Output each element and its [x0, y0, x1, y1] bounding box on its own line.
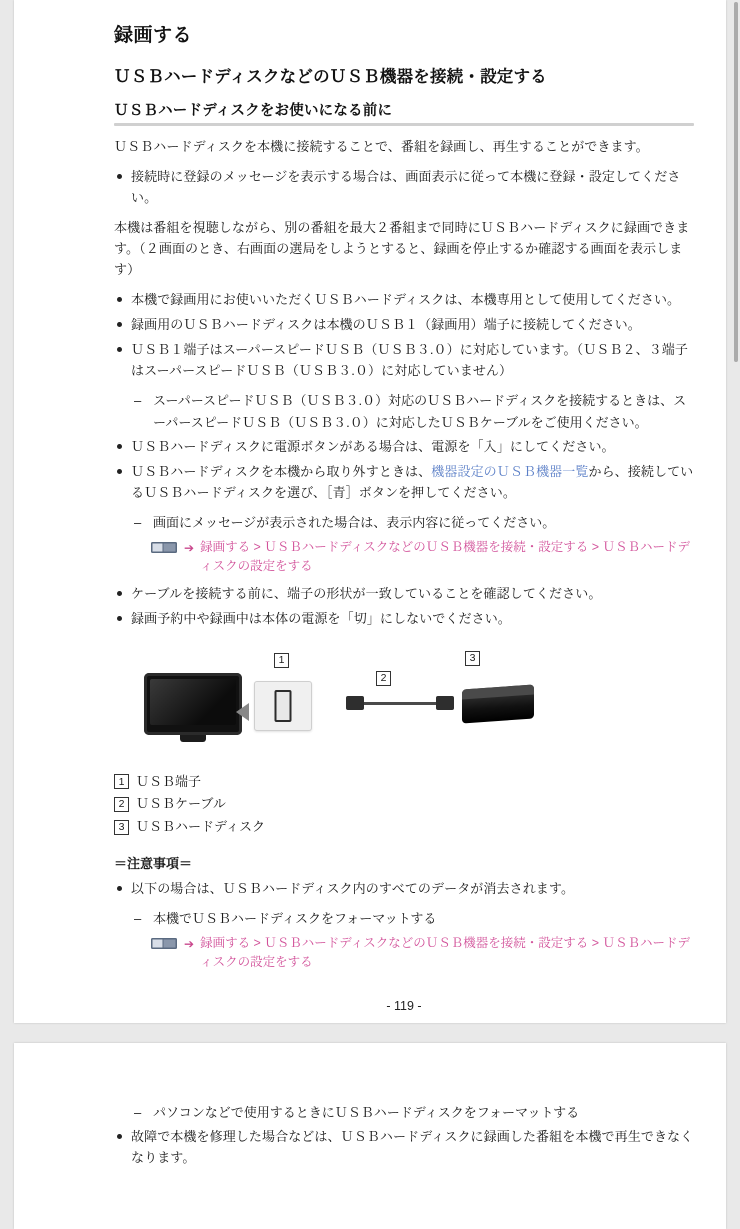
- figure-callout-2: 2: [376, 671, 391, 686]
- list-item: 録画用のＵＳＢハードディスクは本機のＵＳＢ１（録画用）端子に接続してください。: [114, 314, 694, 335]
- list-item: – 本機でＵＳＢハードディスクをフォーマットする: [134, 908, 694, 929]
- list-item: ＵＳＢハードディスクに電源ボタンがある場合は、電源を「入」にしてください。: [114, 436, 694, 457]
- legend-label: ＵＳＢハードディスク: [136, 819, 265, 835]
- page-subtitle: ＵＳＢハードディスクなどのＵＳＢ機器を接続・設定する: [114, 68, 547, 86]
- notes-heading: ＝注意事項＝: [114, 855, 193, 871]
- page-2-content: [14, 1102, 726, 1168]
- document-page-2: [14, 1043, 726, 1229]
- cross-reference-1[interactable]: [150, 538, 694, 577]
- connection-diagram: [114, 651, 694, 761]
- bullet-list-cable: [114, 583, 694, 629]
- arrow-right-icon: ➔: [184, 540, 195, 555]
- bullet-list-registration: [114, 166, 694, 208]
- cable-plug-right: [436, 696, 454, 710]
- list-item: ケーブルを接続する前に、端子の形状が一致していることを確認してください。: [114, 583, 694, 604]
- list-item: 以下の場合は、ＵＳＢハードディスク内のすべてのデータが消去されます。: [114, 878, 694, 899]
- dash-list-format: [114, 908, 694, 929]
- legend-label: ＵＳＢケーブル: [136, 796, 226, 812]
- legend-number: 3: [114, 820, 129, 835]
- dash-list-superspeed: [114, 390, 694, 432]
- intro-paragraph: ＵＳＢハードディスクを本機に接続することで、番組を録画し、再生することができます。: [114, 139, 649, 154]
- cross-reference-label: 録画する > ＵＳＢハードディスクなどのＵＳＢ機器を接続・設定する > ＵＳＢハードディスクの設定をする: [200, 539, 691, 574]
- tv-screen: [150, 679, 236, 725]
- legend-item: [114, 771, 694, 794]
- figure-legend: [114, 771, 694, 839]
- hard-disk-illustration: [462, 684, 534, 723]
- list-item: ＵＳＢ１端子はスーパースピードＵＳＢ（ＵＳＢ３.０）に対応しています。（ＵＳＢ２、３端子はスーパースピードＵＳＢ（ＵＳＢ３.０）に対応していません）: [114, 339, 694, 381]
- bullet-list-page2: [114, 1126, 694, 1168]
- list-item-removal: [114, 461, 694, 503]
- arrow-right-icon: ➔: [184, 936, 195, 951]
- figure-callout-1: 1: [274, 653, 289, 668]
- cross-reference-label: 録画する > ＵＳＢハードディスクなどのＵＳＢ機器を接続・設定する > ＵＳＢハードディスクの設定をする: [200, 935, 691, 970]
- vertical-scrollbar[interactable]: [734, 2, 738, 362]
- document-page-1: [14, 0, 726, 1023]
- cable-line: [364, 702, 436, 705]
- book-icon: [150, 540, 178, 555]
- page-number: - 119 -: [386, 998, 422, 1013]
- list-item: – 画面にメッセージが表示された場合は、表示内容に従ってください。: [134, 512, 694, 533]
- section-divider: [114, 123, 694, 126]
- removal-text-prefix: ＵＳＢハードディスクを本機から取り外すときは、: [131, 463, 432, 479]
- paragraph-dual-recording: 本機は番組を視聴しながら、別の番組を最大２番組まで同時にＵＳＢハードディスクに録画できます。（２画面のとき、右画面の選局をしようとすると、録画を停止するか確認する画面を表示します）: [114, 220, 690, 278]
- list-item: 故障で本機を修理した場合などは、ＵＳＢハードディスクに録画した番組を本機で再生できなくなります。: [114, 1126, 694, 1168]
- book-icon: [150, 936, 178, 951]
- usb-device-list-link[interactable]: 機器設定のＵＳＢ機器一覧: [431, 463, 589, 479]
- television-illustration: [144, 673, 242, 735]
- usb-cable-illustration: [346, 699, 454, 708]
- bullet-list-power: [114, 436, 694, 503]
- legend-item: [114, 816, 694, 839]
- legend-number: 2: [114, 797, 129, 812]
- cable-plug-left: [346, 696, 364, 710]
- list-item: 接続時に登録のメッセージを表示する場合は、画面表示に従って本機に登録・設定してください。: [114, 166, 694, 208]
- legend-label: ＵＳＢ端子: [136, 773, 202, 789]
- cross-reference-2[interactable]: [150, 934, 694, 973]
- bullet-list-notes: [114, 878, 694, 899]
- legend-number: 1: [114, 774, 129, 789]
- list-item: 録画予約中や録画中は本体の電源を「切」にしないでください。: [114, 608, 694, 629]
- dash-list-message: [114, 512, 694, 533]
- dash-list-page2: [114, 1102, 694, 1123]
- bullet-list-main: [114, 289, 694, 381]
- page-1-content: [14, 20, 726, 1013]
- legend-item: [114, 793, 694, 816]
- arrow-left-icon: [236, 703, 249, 721]
- usb-port-slot: [275, 690, 292, 722]
- section-heading: ＵＳＢハードディスクをお使いになる前に: [114, 103, 393, 119]
- page-title: 録画する: [114, 25, 193, 46]
- list-item: – パソコンなどで使用するときにＵＳＢハードディスクをフォーマットする: [134, 1102, 694, 1123]
- figure-callout-3: 3: [465, 651, 480, 666]
- list-item: 本機で録画用にお使いいただくＵＳＢハードディスクは、本機専用として使用してください。: [114, 289, 694, 310]
- list-item: – スーパースピードＵＳＢ（ＵＳＢ３.０）対応のＵＳＢハードディスクを接続するときは、スーパースピードＵＳＢ（ＵＳＢ３.０）に対応したＵＳＢケーブルをご使用ください。: [134, 390, 694, 432]
- usb-port-illustration: [254, 681, 312, 731]
- removal-text-suffix: から、接続しているＵＳＢハードディスクを選び、［青］ボタンを押してください。: [131, 463, 694, 500]
